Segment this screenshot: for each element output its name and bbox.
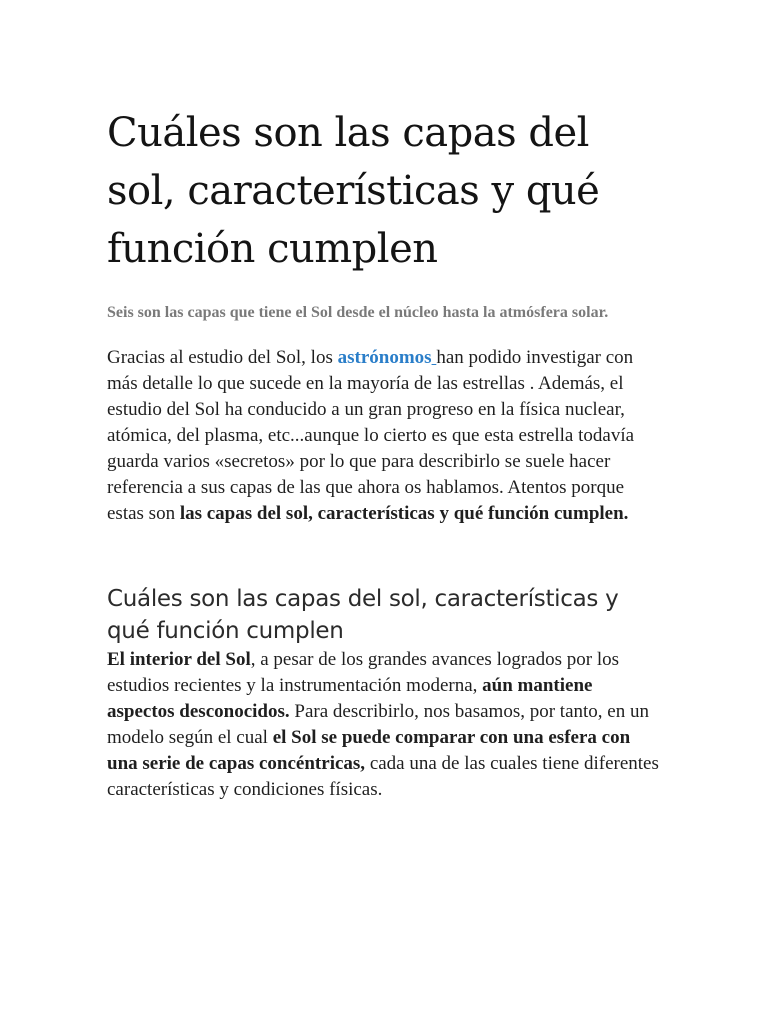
article bbox=[107, 104, 663, 803]
section-text-2: Para describirlo, nos basamos, por tanto, en un modelo según el cual bbox=[107, 701, 649, 748]
section-bold-2: aún mantiene aspectos desconocidos. bbox=[107, 675, 593, 722]
section-text-1: , a pesar de los grandes avances logrados por los estudios recientes y la instrumentación moderna, bbox=[107, 649, 620, 696]
intro-text-2: han podido investigar con más detalle lo que sucede en la mayoría de las estrellas . Además, el estudio del Sol ha conducido a un gran progreso en la física nuclear, atómica, del plasma, etc...aunque lo cierto es que esta estrella todavía guarda varios «secretos» por lo que para describirlo se suele hacer referencia a sus capas de las que ahora os hablamos. Atentos porque estas son bbox=[107, 347, 635, 524]
astronomos-link[interactable] bbox=[338, 347, 437, 368]
section-bold-3: el Sol se puede comparar con una esfera con una serie de capas concéntricas, bbox=[107, 727, 631, 774]
intro-bold-1: las capas del sol, características y qué función cumplen. bbox=[179, 503, 629, 524]
article-subtitle: Seis son las capas que tiene el Sol desde el núcleo hasta la atmósfera solar. bbox=[107, 304, 609, 321]
section-bold-1: El interior del Sol bbox=[107, 649, 251, 670]
section-heading: Cuáles son las capas del sol, características y qué función cumplen bbox=[107, 586, 619, 644]
intro-text-1: Gracias al estudio del Sol, los bbox=[107, 347, 338, 368]
section-paragraph bbox=[107, 647, 663, 803]
intro-paragraph bbox=[107, 345, 663, 527]
section-text-3: cada una de las cuales tiene diferentes características y condiciones físicas. bbox=[107, 753, 659, 800]
astronomos-link-label: astrónomos bbox=[337, 347, 432, 368]
article-title: Cuáles son las capas del sol, características y qué función cumplen bbox=[107, 110, 600, 272]
